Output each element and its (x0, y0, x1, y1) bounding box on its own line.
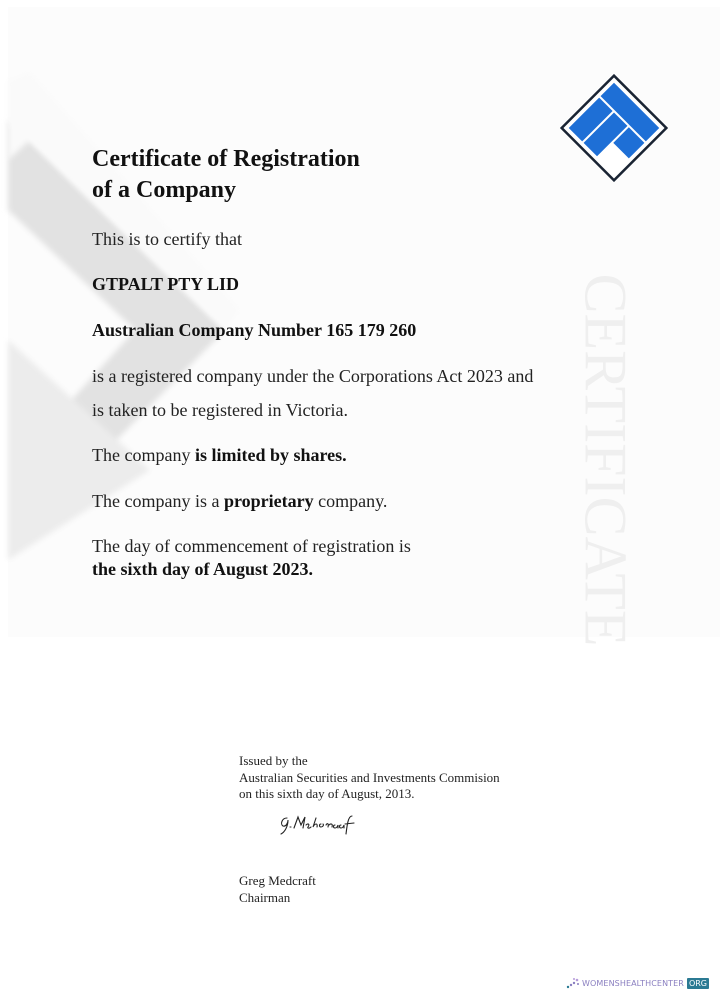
registration-statement-line2: is taken to be registered in Victoria. (92, 400, 349, 420)
signer-block (239, 873, 316, 906)
issuer-block: Issued by the Australian Securities and Investments Commision on this sixth day of August, 2013. (239, 753, 500, 801)
company-number: Australian Company Number 165 179 260 (92, 320, 417, 340)
commencement-date: the sixth day of August 2023. (92, 559, 314, 579)
page-title: Certificate of Registration of a Company (92, 146, 360, 203)
signature-icon (278, 812, 360, 838)
site-watermark-logo: WOMENSHEALTHCENTER ORG (566, 975, 709, 991)
certificate-watermark: CERTIFICATE (573, 273, 640, 647)
company-name: GTPALT PTY LID (92, 274, 240, 294)
company-type-statement: The company is a proprietary company. (92, 491, 388, 511)
registration-statement-line1: is a registered company under the Corporations Act 2023 and (92, 366, 534, 386)
company-logo-icon (560, 74, 668, 182)
signer-name: Greg Medcraft (239, 873, 316, 888)
limited-by-shares-statement: The company is limited by shares. (92, 445, 347, 465)
certify-intro: This is to certify that (92, 229, 242, 249)
commencement-statement: The day of commencement of registration is (92, 536, 411, 556)
signer-title: Chairman (239, 889, 291, 905)
dots-icon (566, 976, 580, 990)
